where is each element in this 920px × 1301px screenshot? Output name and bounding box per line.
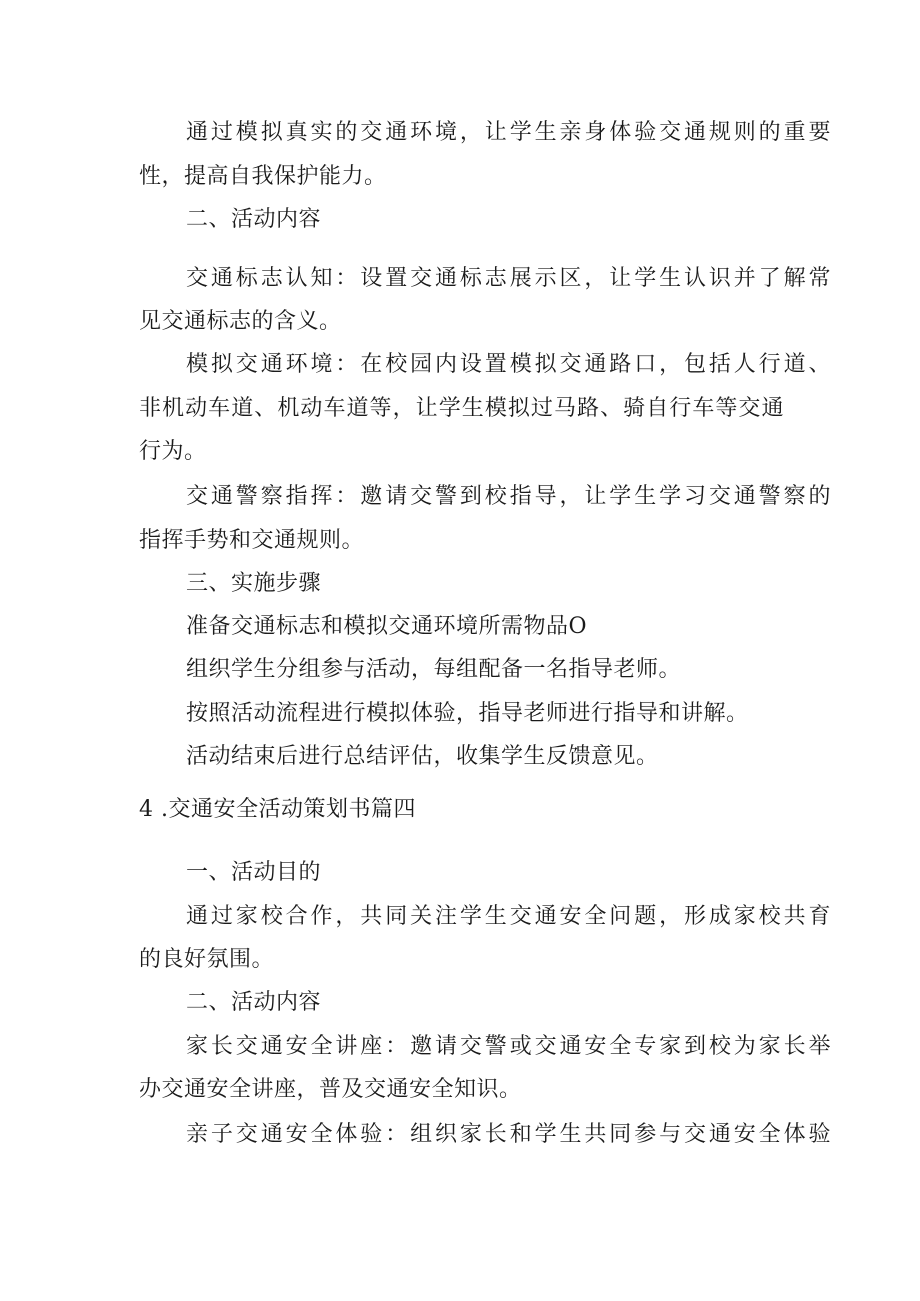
chapter-heading <box>0 795 920 825</box>
line-text: 的良好氛围。 <box>139 947 275 972</box>
section-heading <box>0 569 920 599</box>
paragraph-line <box>0 1075 920 1105</box>
line-text: 通过模拟真实的交通环境，让学生亲身体验交通规则的重要 <box>186 120 831 145</box>
line-text: 按照活动流程进行模拟体验，指导老师进行指导和讲解。 <box>186 701 749 726</box>
paragraph-line <box>0 350 920 380</box>
line-text: 交通警察指挥：邀请交警到校指导，让学生学习交通警察的 <box>186 484 831 509</box>
paragraph-line <box>0 394 920 424</box>
line-text: 活动结束后进行总结评估，收集学生反馈意见。 <box>186 744 659 769</box>
line-text: 非机动车道、机动车道等，让学生模拟过马路、骑自行车等交通 <box>139 396 784 421</box>
line-text: 准备交通标志和模拟交通环境所需物品O <box>186 614 588 639</box>
list-item <box>0 612 920 642</box>
paragraph-line <box>0 482 920 512</box>
line-text: 交通标志认知：设置交通标志展示区，让学生认识并了解常 <box>186 266 831 291</box>
list-item <box>0 699 920 729</box>
paragraph-line <box>0 118 920 148</box>
paragraph-line <box>0 526 920 556</box>
paragraph-line <box>0 264 920 294</box>
paragraph-line <box>0 1120 920 1150</box>
line-text: 通过家校合作，共同关注学生交通安全问题，形成家校共育 <box>186 904 831 929</box>
section-heading <box>0 205 920 235</box>
line-text: 家长交通安全讲座：邀请交警或交通安全专家到校为家长举 <box>186 1034 831 1059</box>
list-item <box>0 742 920 772</box>
heading-text: 二、活动内容 <box>186 990 322 1015</box>
list-item <box>0 655 920 685</box>
line-text: 性，提高自我保护能力。 <box>139 164 387 189</box>
line-text: 办交通安全讲座，普及交通安全知识。 <box>139 1077 522 1102</box>
section-heading <box>0 858 920 888</box>
heading-text: 三、实施步骤 <box>186 571 322 596</box>
paragraph-line <box>0 945 920 975</box>
heading-text: 4 .交通安全活动策划书篇四 <box>139 797 416 822</box>
line-text: 组织学生分组参与活动，每组配备一名指导老师。 <box>186 657 682 682</box>
line-text: 指挥手势和交通规则。 <box>139 528 365 553</box>
line-text: 见交通标志的含义。 <box>139 309 342 334</box>
paragraph-line <box>0 437 920 467</box>
line-text: 亲子交通安全体验：组织家长和学生共同参与交通安全体验 <box>186 1122 831 1147</box>
paragraph-line <box>0 162 920 192</box>
paragraph-line <box>0 902 920 932</box>
heading-text: 一、活动目的 <box>186 860 322 885</box>
heading-text: 二、活动内容 <box>186 207 322 232</box>
line-text: 模拟交通环境：在校园内设置模拟交通路口，包括人行道、 <box>186 352 831 377</box>
paragraph-line <box>0 307 920 337</box>
paragraph-line <box>0 1032 920 1062</box>
section-heading <box>0 988 920 1018</box>
line-text: 行为。 <box>139 439 207 464</box>
